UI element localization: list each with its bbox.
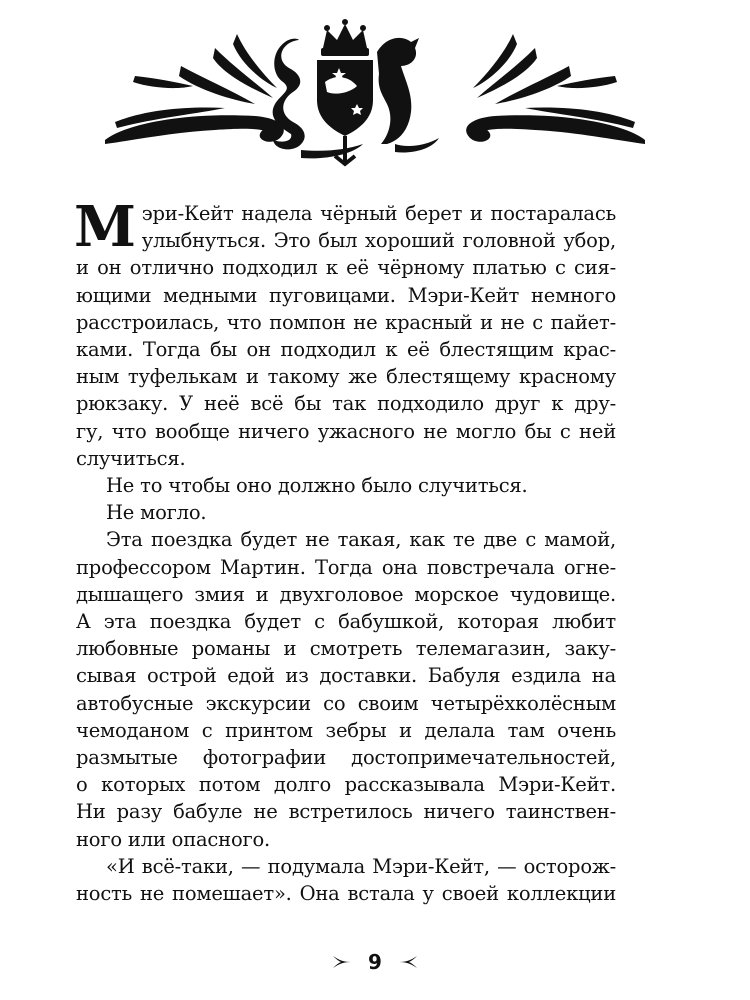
- text-line: размытые фотографии достопримечательностей,: [76, 746, 616, 770]
- text-line: гу, что вообще ничего ужасного не могло бы с ней: [76, 419, 616, 443]
- page-number: 9: [368, 949, 382, 974]
- text-line: А эта поездка будет с бабушкой, которая любит: [76, 610, 616, 634]
- text-line: расстроилась, что помпон не красный и не с пайет-: [76, 310, 616, 334]
- paragraph: [76, 853, 616, 907]
- crest-icon: [273, 19, 439, 164]
- text-line: профессором Мартин. Тогда она повстречала огне-: [76, 555, 616, 579]
- text-line: и он отлично подходил к её чёрному платью с сия-: [76, 256, 616, 280]
- crown-icon: [321, 19, 369, 56]
- text-line: случиться.: [76, 446, 186, 470]
- text-line: Ни разу бабуле не встретилось ничего таинствен-: [76, 800, 616, 824]
- text-line: ным туфелькам и такому же блестящему красному: [76, 365, 616, 389]
- dog-icon: [377, 38, 439, 153]
- text-line: Эта поездка будет не такая, как те две с мамой,: [106, 528, 616, 552]
- text-line: ющими медными пуговицами. Мэри-Кейт немного: [76, 283, 616, 307]
- paragraph: [74, 194, 616, 472]
- page-footer: [0, 948, 750, 974]
- text-line: ного или опасного.: [76, 827, 271, 851]
- text-line: дышащего змия и двухголовое морское чудовище.: [76, 582, 616, 606]
- right-flourish-icon: [466, 34, 645, 144]
- left-flourish-icon: [105, 34, 284, 144]
- text-line: ками. Тогда бы он подходил к её блестящим крас-: [76, 338, 616, 362]
- paragraph: [76, 526, 616, 852]
- text-line: о которых потом долго рассказывала Мэри-Кейт.: [76, 773, 616, 797]
- text-line: рюкзаку. У неё всё бы так подходило друг к дру-: [76, 392, 616, 416]
- text-line: ность не помешает». Она встала у своей коллекции: [76, 882, 616, 906]
- shield-icon: [317, 60, 373, 136]
- drop-cap: М: [74, 194, 136, 260]
- text-line: улыбнуться. Это был хороший головной убор,: [141, 229, 616, 253]
- text-line: «И всё-таки, — подумала Мэри-Кейт, — осторож-: [106, 854, 616, 878]
- right-arrow-ornament-icon: [331, 954, 353, 970]
- header-ornament: [95, 12, 655, 172]
- text-line: чемоданом с принтом зебры и делала там очень: [76, 718, 616, 742]
- body-text: [74, 194, 616, 907]
- text-line: любовные романы и смотреть телемагазин, заку-: [76, 637, 616, 661]
- text-line: эри-Кейт надела чёрный берет и постаралась: [141, 202, 616, 225]
- text-line: автобусные экскурсии со своим четырёхколёсным: [76, 691, 616, 715]
- left-arrow-ornament-icon: [397, 954, 419, 970]
- paragraph: Не могло.: [106, 501, 207, 525]
- text-line: сывая острой едой из доставки. Бабуля ездила на: [76, 664, 616, 688]
- paragraph: Не то чтобы оно должно было случиться.: [106, 474, 528, 498]
